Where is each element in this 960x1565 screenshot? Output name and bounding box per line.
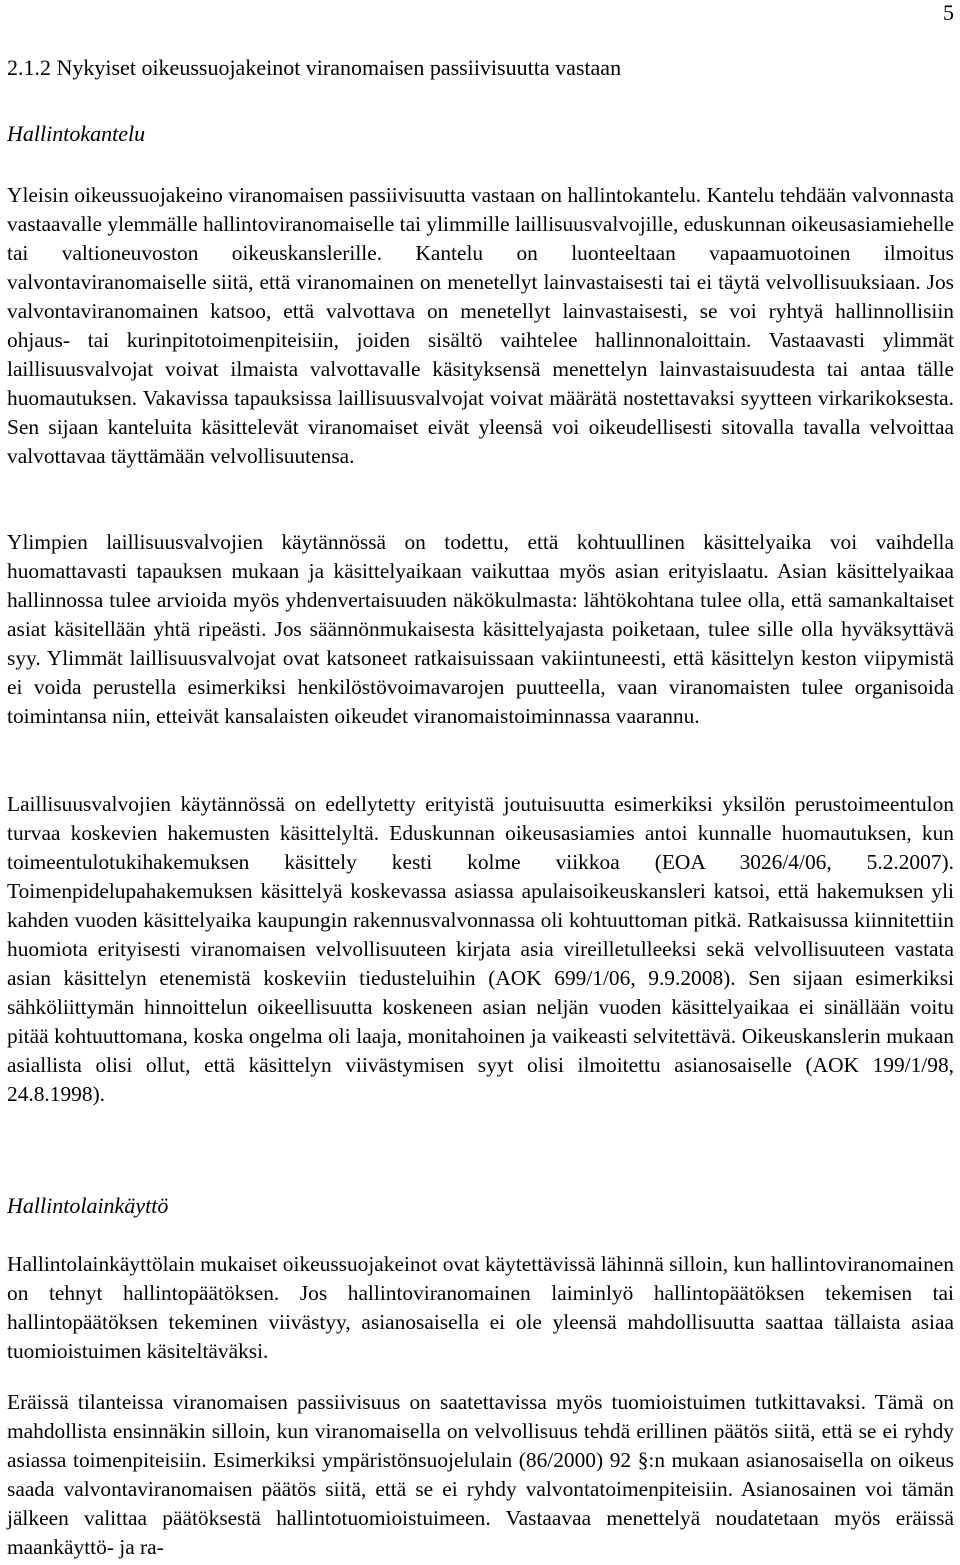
paragraph: Ylimpien laillisuusvalvojien käytännössä on todettu, että kohtuullinen käsittelyaika voi vaihdella huomattavasti tapauksen mukaan ja käsittelyaikaan vaikuttaa myös asian erityislaatu. Asian käsittelyaikaa hallinnossa tulee arvioida myös yhdenvertaisuuden näkökulmasta: lähtökohtana tulee olla, että samankaltaiset asiat käsitellään yhtä ripeästi. Jos säännönmukaisesta käsittelyajasta poiketaan, tulee sille olla hyväksyttävä syy. Ylimmät laillisuusvalvojat ovat katsoneet ratkaisuissaan vakiintuneesti, että käsittelyn keston viipymistä ei voida perustella esimerkiksi henkilöstövoimavarojen puutteella, vaan viranomaisten tulee organisoida toimintansa niin, etteivät kansalaisten oikeudet viranomaistoiminnassa vaarannu. bbox=[7, 530, 954, 728]
paragraph: Hallintolainkäyttölain mukaiset oikeussuojakeinot ovat käytettävissä lähinnä silloin, kun hallintoviranomainen on tehnyt hallintopäätöksen. Jos hallintoviranomainen laiminlyö hallintopäätöksen tekemisen tai hallintopäätöksen tekeminen viivästyy, asianosaisella ei ole yleensä mahdollisuutta saattaa tällaista asiaa tuomioistuimen käsiteltäväksi. bbox=[7, 1252, 954, 1363]
subheading-hallintolainkaytto: Hallintolainkäyttö bbox=[7, 1193, 169, 1218]
paragraph: Eräissä tilanteissa viranomaisen passiivisuus on saatettavissa myös tuomioistuimen tutkittavaksi. Tämä on mahdollista ensinnäkin silloin, kun viranomaisella on velvollisuus tehdä erillinen päätös siitä, että se ei ryhdy asiassa toimenpiteisiin. Esimerkiksi ympäristönsuojelulain (86/2000) 92 §:n mukaan asianosaisella on oikeus saada valvontaviranomaisen päätös siitä, että se ei ryhdy valvontatoimenpiteisiin. Asianosainen voi tämän jälkeen valittaa päätöksestä hallintotuomioistuimeen. Vastaavaa menettelyä noudatetaan myös eräissä maankäyttö- ja ra- bbox=[7, 1390, 954, 1559]
paragraph: Laillisuusvalvojien käytännössä on edellytetty erityistä joutuisuutta esimerkiksi yksilön perustoimeentulon turvaa koskevien hakemusten käsittelyltä. Eduskunnan oikeusasiamies antoi kunnalle huomautuksen, kun toimeentulotukihakemuksen käsittely kesti kolme viikkoa (EOA 3026/4/06, 5.2.2007). Toimenpidelupahakemuksen käsittelyä koskevassa asiassa apulaisoikeuskansleri katsoi, että hakemuksen yli kahden vuoden käsittelyaika kaupungin rakennusvalvonnassa oli kohtuuttoman pitkä. Ratkaisussa kiinnitettiin huomiota erityisesti viranomaisen velvollisuuteen kirjata asia vireilletulleeksi sekä velvollisuuteen vastata asian käsittelyn etenemistä koskeviin tiedusteluihin (AOK 699/1/06, 9.9.2008). Sen sijaan esimerkiksi sähköliittymän hinnoittelun oikeellisuutta koskeneen asian neljän vuoden käsittelyaikaa ei sinällään voitu pitää kohtuuttomana, koska ongelma oli laaja, monitahoinen ja vaikeasti selvitettävä. Oikeuskanslerin mukaan asiallista olisi ollut, että käsittelyn viivästymisen syyt olisi ilmoitettu asianosaiselle (AOK 199/1/98, 24.8.1998). bbox=[7, 792, 954, 1106]
page-number: 5 bbox=[943, 0, 954, 25]
subheading-hallintokantelu: Hallintokantelu bbox=[7, 121, 146, 146]
paragraph: Yleisin oikeussuojakeino viranomaisen passiivisuutta vastaan on hallintokantelu. Kantelu tehdään valvonnasta vastaavalle ylemmälle hallintoviranomaiselle tai ylimmille laillisuusvalvojille, eduskunnan oikeusasiamiehelle tai valtioneuvoston oikeuskanslerille. Kantelu on luonteeltaan vapaamuotoinen ilmoitus valvontaviranomaiselle siitä, että viranomainen on menetellyt lainvastaisesti tai ei täytä velvollisuuksiaan. Jos valvontaviranomainen katsoo, että valvottava on menetellyt lainvastaisesti, se voi ryhtyä hallinnollisiin ohjaus- tai kurinpitotoimenpiteisiin, joiden sisältö vaihtelee hallinnonaloittain. Vastaavasti ylimmät laillisuusvalvojat voivat ilmaista valvottavalle käsityksensä menettelyn lainvastaisuudesta tai antaa tälle huomautuksen. Vakavissa tapauksissa laillisuusvalvojat voivat määrätä nostettavaksi syytteen virkarikoksesta. Sen sijaan kanteluita käsittelevät viranomaiset eivät yleensä voi oikeudellisesti sitovalla tavalla velvoittaa valvottavaa täyttämään velvollisuutensa. bbox=[7, 183, 954, 468]
section-heading: 2.1.2 Nykyiset oikeussuojakeinot viranomaisen passiivisuutta vastaan bbox=[7, 55, 622, 80]
